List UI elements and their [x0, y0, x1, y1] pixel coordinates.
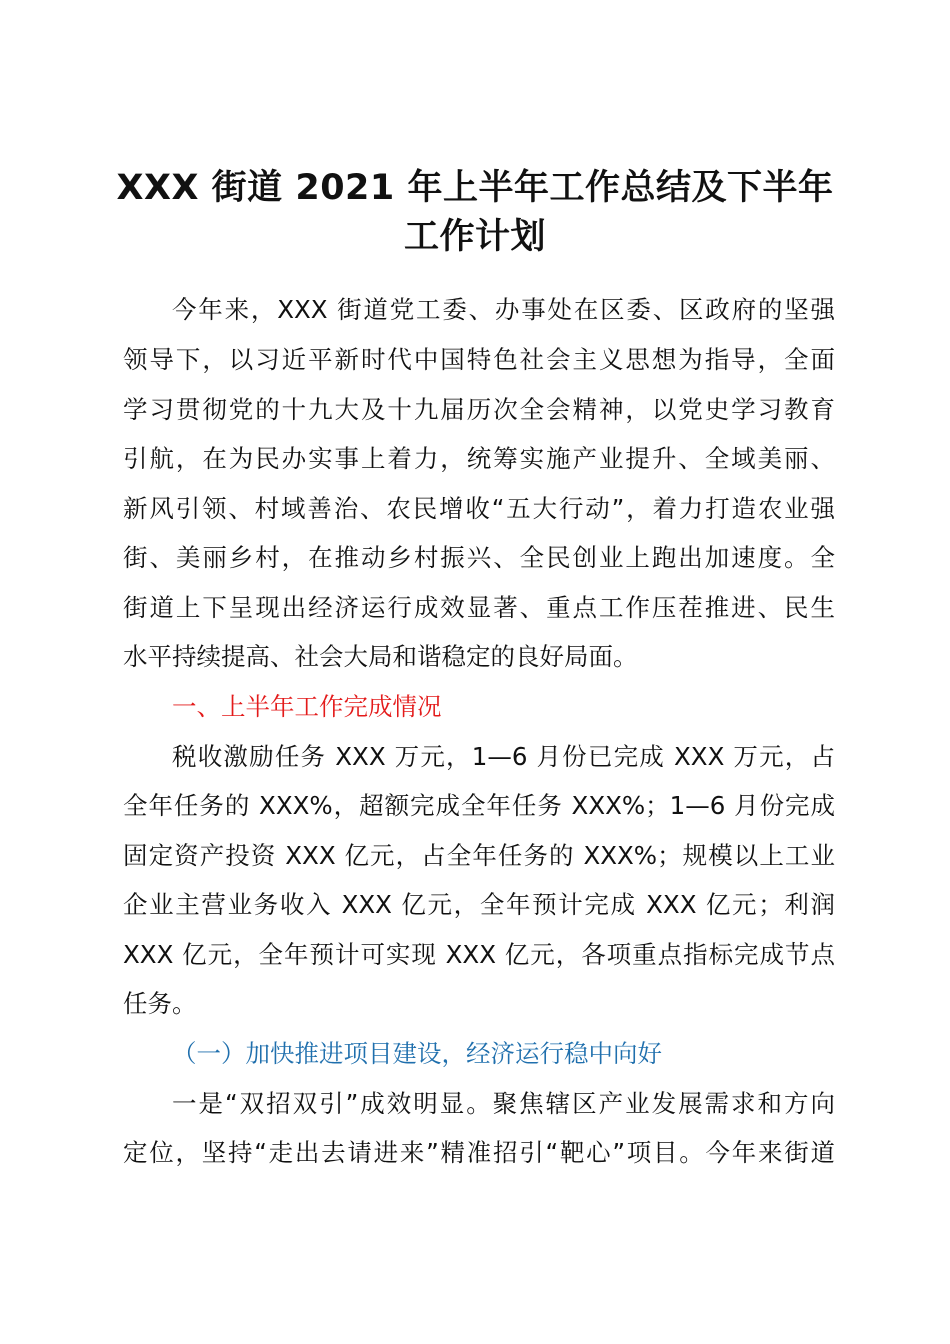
subsection-heading-1: （一）加快推进项目建设，经济运行稳中向好	[172, 1039, 662, 1068]
section1-line-2: 全年任务的 XXX%，超额完成全年任务 XXX%；1—6 月份完成	[123, 791, 835, 820]
section1-line-3: 固定资产投资 XXX 亿元，占全年任务的 XXX%；规模以上工业	[123, 841, 835, 870]
subsection1-line-2: 定位，坚持“走出去请进来”精准招引“靶心”项目。今年来街道	[123, 1138, 835, 1167]
intro-line-5: 新风引领、村域善治、农民增收“五大行动”，着力打造农业强	[123, 494, 835, 523]
section1-line-5: XXX 亿元，全年预计可实现 XXX 亿元，各项重点指标完成节点	[123, 940, 835, 969]
section1-line-1: 税收激励任务 XXX 万元，1—6 月份已完成 XXX 万元，占	[172, 742, 835, 771]
section1-line-6: 任务。	[123, 989, 197, 1018]
intro-line-2: 领导下，以习近平新时代中国特色社会主义思想为指导，全面	[123, 345, 835, 374]
subsection1-line-1: 一是“双招双引”成效明显。聚焦辖区产业发展需求和方向	[172, 1089, 835, 1118]
intro-line-3: 学习贯彻党的十九大及十九届历次全会精神，以党史学习教育	[123, 395, 835, 424]
intro-line-7: 街道上下呈现出经济运行成效显著、重点工作压茬推进、民生	[123, 593, 835, 622]
section1-line-4: 企业主营业务收入 XXX 亿元，全年预计完成 XXX 亿元；利润	[123, 890, 835, 919]
document-title-line-1: XXX 街道 2021 年上半年工作总结及下半年	[116, 168, 834, 208]
intro-line-4: 引航，在为民办实事上着力，统筹实施产业提升、全域美丽、	[123, 444, 835, 473]
intro-line-6: 街、美丽乡村，在推动乡村振兴、全民创业上跑出加速度。全	[123, 543, 835, 572]
document-title-line-2: 工作计划	[403, 217, 546, 257]
intro-line-8: 水平持续提高、社会大局和谐稳定的良好局面。	[123, 642, 638, 671]
section-heading-1: 一、上半年工作完成情况	[172, 692, 442, 721]
intro-line-1: 今年来，XXX 街道党工委、办事处在区委、区政府的坚强	[172, 295, 835, 324]
